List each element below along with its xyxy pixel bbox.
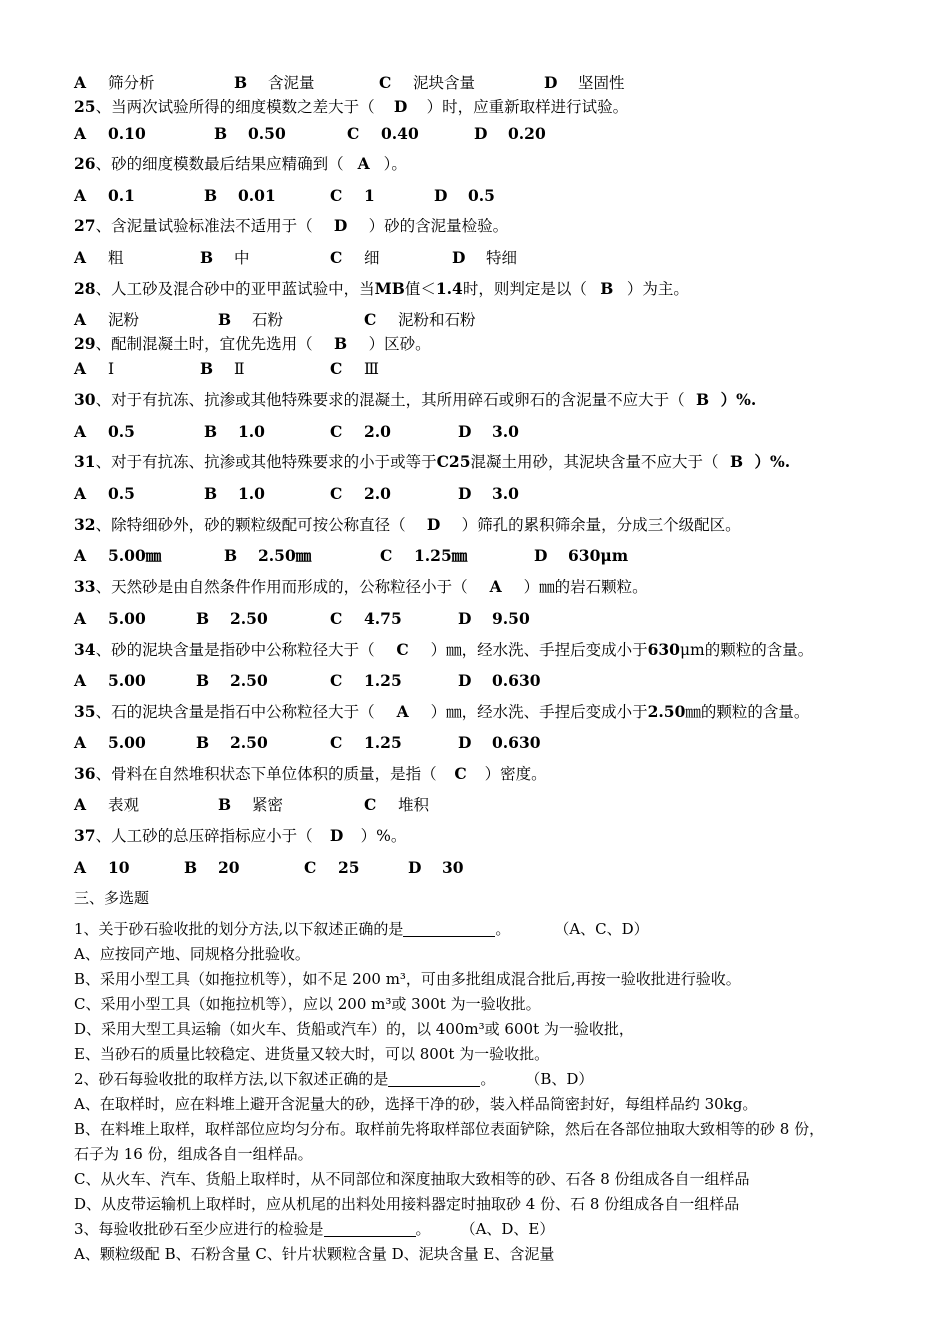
question-text-end: ）%。 xyxy=(360,827,407,845)
option-letter: D xyxy=(458,609,472,628)
option-text: 5.00 xyxy=(108,733,146,752)
option-text: 石粉 xyxy=(252,311,284,329)
option-letter: C xyxy=(364,795,377,814)
option-text: 5.00 xyxy=(108,671,146,690)
question-25 xyxy=(74,97,628,117)
option-text: 0.10 xyxy=(108,124,146,143)
multi-option: A、在取样时，应在料堆上避开含泥量大的砂，选择干净的砂，装入样品筒密封好，每组样品约 30kg。 xyxy=(74,1095,758,1113)
option-letter: C xyxy=(330,186,343,205)
option-text: 1.25 xyxy=(364,671,402,690)
question-35 xyxy=(74,702,809,722)
question-30 xyxy=(74,390,756,410)
option-letter: C xyxy=(304,858,317,877)
question-text-grade: C25 xyxy=(436,452,471,471)
option-letter: C xyxy=(347,124,360,143)
question-text: 、当两次试验所得的细度模数之差大于（ xyxy=(95,98,375,116)
question-text-end: ）㎜的岩石颗粒。 xyxy=(523,578,648,596)
question-text: 、配制混凝土时，宜优先选用（ xyxy=(95,335,313,353)
answer: （B、D） xyxy=(525,1070,594,1088)
question-number: 32 xyxy=(74,515,96,534)
question-29 xyxy=(74,334,431,354)
multi-option: A、应按同产地、同规格分批验收。 xyxy=(74,945,310,963)
question-text-mid: ）㎜，经水洗、手捏后变成小于 xyxy=(430,641,648,659)
question-text-value: 630 xyxy=(647,640,680,659)
option-letter: C xyxy=(330,422,343,441)
question-text-value: 1.4 xyxy=(435,279,463,298)
question-number: 26 xyxy=(74,154,96,173)
option-letter: C xyxy=(380,546,393,565)
multi-option: A、颗粒级配 B、石粉含量 C、针片状颗粒含量 D、泥块含量 E、含泥量 xyxy=(74,1245,555,1263)
question-36 xyxy=(74,764,547,784)
option-letter: B xyxy=(204,186,218,205)
option-text: 坚固性 xyxy=(578,74,625,92)
question-number: 31 xyxy=(74,452,96,471)
option-text: 1.25 xyxy=(364,733,402,752)
option-letter: A xyxy=(74,124,87,143)
option-letter: A xyxy=(74,248,87,267)
option-text: 25 xyxy=(338,858,360,877)
question-text-2: 时，则判定是以（ xyxy=(462,280,587,298)
question-text-end: ）密度。 xyxy=(484,765,547,783)
option-text: 0.630 xyxy=(492,733,541,752)
option-text: 0.1 xyxy=(108,186,135,205)
option-letter: A xyxy=(74,858,87,877)
multi-option: D、从皮带运输机上取样时，应从机尾的出料处用接料器定时抽取砂 4 份、石 8 份组成各自一组样品 xyxy=(74,1195,740,1213)
answer-blank xyxy=(324,1220,416,1237)
question-text: 、人工砂及混合砂中的亚甲蓝试验中，当 xyxy=(95,280,375,298)
option-text: 泥块含量 xyxy=(413,74,476,92)
option-text: 10 xyxy=(108,858,130,877)
option-letter: B xyxy=(234,73,248,92)
question-text: 、人工砂的总压碎指标应小于（ xyxy=(95,827,313,845)
question-text-mb: MB xyxy=(374,279,405,298)
option-letter: A xyxy=(74,546,87,565)
answer: B xyxy=(334,334,348,353)
multi-question-3 xyxy=(74,1219,554,1239)
question-28 xyxy=(74,279,689,299)
multi-option: C、采用小型工具（如拖拉机等），应以 200 m³或 300t 为一验收批。 xyxy=(74,995,541,1013)
option-letter: A xyxy=(74,310,87,329)
option-letter: D xyxy=(434,186,448,205)
question-text: 、除特细砂外，砂的颗粒级配可按公称直径（ xyxy=(95,516,406,534)
question-text-end: ）。 xyxy=(383,155,407,173)
option-letter: C xyxy=(379,73,392,92)
option-letter: A xyxy=(74,795,87,814)
multi-option: B、在料堆上取样，取样部位应均匀分布。取样前先将取样部位表面铲除，然后在各部位抽取大致相等的砂 8 份， xyxy=(74,1120,825,1138)
question-33 xyxy=(74,577,648,597)
question-text-end: ）%. xyxy=(754,452,791,471)
answer: B xyxy=(600,279,614,298)
answer: （A、D、E） xyxy=(460,1220,555,1238)
question-text-2: 混凝土用砂，其泥块含量不应大于（ xyxy=(470,453,719,471)
option-text: 5.00㎜ xyxy=(108,546,162,565)
question-number: 27 xyxy=(74,216,96,235)
option-text: 4.75 xyxy=(364,609,402,628)
question-number: 36 xyxy=(74,764,96,783)
question-text: 、对于有抗冻、抗渗或其他特殊要求的混凝土，其所用碎石或卵石的含泥量不应大于（ xyxy=(95,391,685,409)
multi-option: B、采用小型工具（如拖拉机等），如不足 200 m³，可由多批组成混合批后,再按一验收批进行验收。 xyxy=(74,970,741,988)
question-number: 33 xyxy=(74,577,96,596)
option-letter: B xyxy=(196,609,210,628)
option-text: 9.50 xyxy=(492,609,530,628)
option-letter: B xyxy=(218,795,232,814)
answer: D xyxy=(329,826,344,845)
question-text: 1、关于砂石验收批的划分方法,以下叙述正确的是 xyxy=(74,920,404,938)
option-text: Ⅱ xyxy=(234,360,245,378)
option-letter: A xyxy=(74,73,87,92)
option-letter: B xyxy=(204,422,218,441)
answer-blank xyxy=(403,920,495,937)
question-26 xyxy=(74,154,407,174)
option-letter: A xyxy=(74,422,87,441)
option-letter: C xyxy=(330,671,343,690)
option-letter: C xyxy=(364,310,377,329)
option-text: 0.40 xyxy=(381,124,419,143)
option-text: 含泥量 xyxy=(268,74,315,92)
question-number: 37 xyxy=(74,826,96,845)
option-letter: D xyxy=(474,124,488,143)
question-end: 。 xyxy=(495,920,511,938)
option-letter: A xyxy=(74,186,87,205)
option-letter: B xyxy=(184,858,198,877)
question-number: 34 xyxy=(74,640,96,659)
option-letter: A xyxy=(74,359,87,378)
option-letter: D xyxy=(408,858,422,877)
option-text: 0.5 xyxy=(108,484,135,503)
question-number: 28 xyxy=(74,279,96,298)
option-text: 20 xyxy=(218,858,240,877)
question-text: 、天然砂是由自然条件作用而形成的，公称粒径小于（ xyxy=(95,578,468,596)
option-letter: B xyxy=(200,248,214,267)
question-text-end: ）区砂。 xyxy=(368,335,431,353)
option-text: 2.0 xyxy=(364,484,391,503)
option-letter: D xyxy=(458,422,472,441)
question-text-end: ）%. xyxy=(720,390,757,409)
option-letter: D xyxy=(458,671,472,690)
option-text: 0.50 xyxy=(248,124,286,143)
option-letter: D xyxy=(458,484,472,503)
question-text: 、砂的泥块含量是指砂中公称粒径大于（ xyxy=(95,641,375,659)
option-text: 2.50 xyxy=(230,671,268,690)
option-letter: D xyxy=(544,73,558,92)
option-letter: B xyxy=(200,359,214,378)
option-letter: C xyxy=(330,609,343,628)
option-text: 2.50 xyxy=(230,609,268,628)
answer: D xyxy=(393,97,408,116)
option-letter: C xyxy=(330,248,343,267)
question-text: 、砂的细度模数最后结果应精确到（ xyxy=(95,155,344,173)
answer: A xyxy=(396,702,409,721)
answer: A xyxy=(357,154,370,173)
option-text: 粗 xyxy=(108,249,124,267)
option-letter: C xyxy=(330,484,343,503)
question-34 xyxy=(74,640,813,660)
multi-option: D、采用大型工具运输（如火车、货船或汽车）的，以 400m³或 600t 为一验收批， xyxy=(74,1020,634,1038)
answer: B xyxy=(729,452,744,471)
question-text-end: ㎜的颗粒的含量。 xyxy=(685,703,810,721)
question-text-end: ）筛孔的累积筛余量，分成三个级配区。 xyxy=(461,516,741,534)
multi-option: C、从火车、汽车、货船上取样时，从不同部位和深度抽取大致相等的砂、石各 8 份组成各自一组样品 xyxy=(74,1170,750,1188)
question-number: 29 xyxy=(74,334,96,353)
option-letter: B xyxy=(214,124,228,143)
question-32 xyxy=(74,515,741,535)
option-text: 3.0 xyxy=(492,422,519,441)
option-text: 1.0 xyxy=(238,422,265,441)
answer: C xyxy=(454,764,467,783)
multi-question-1 xyxy=(74,919,649,939)
option-text: 2.50㎜ xyxy=(258,546,312,565)
question-text-mid: ）㎜，经水洗、手捏后变成小于 xyxy=(430,703,648,721)
option-text: 630μm xyxy=(568,546,629,565)
option-letter: B xyxy=(218,310,232,329)
multi-option: 石子为 16 份，组成各自一组样品。 xyxy=(74,1145,313,1163)
answer: D xyxy=(333,216,348,235)
option-text: 泥粉和石粉 xyxy=(398,311,476,329)
answer: A xyxy=(489,577,502,596)
question-end: 。 xyxy=(480,1070,496,1088)
option-text: 1.25㎜ xyxy=(414,546,468,565)
option-text: 筛分析 xyxy=(108,74,155,92)
option-text: 0.630 xyxy=(492,671,541,690)
question-number: 30 xyxy=(74,390,96,409)
question-text: 3、每验收批砂石至少应进行的检验是 xyxy=(74,1220,324,1238)
option-text: 2.50 xyxy=(230,733,268,752)
option-text: 特细 xyxy=(486,249,518,267)
option-text: 堆积 xyxy=(398,796,430,814)
question-number: 25 xyxy=(74,97,96,116)
option-text: 中 xyxy=(234,249,250,267)
option-text: 1.0 xyxy=(238,484,265,503)
question-text: 、石的泥块含量是指石中公称粒径大于（ xyxy=(95,703,375,721)
option-letter: C xyxy=(330,359,343,378)
question-text-end: ）时，应重新取样进行试验。 xyxy=(426,98,629,116)
section-title: 三、多选题 xyxy=(74,889,150,907)
question-text-end: μm的颗粒的含量。 xyxy=(679,641,814,659)
answer: （A、C、D） xyxy=(554,920,649,938)
question-number: 35 xyxy=(74,702,96,721)
question-text: 2、砂石每验收批的取样方法,以下叙述正确的是 xyxy=(74,1070,389,1088)
option-letter: B xyxy=(196,733,210,752)
option-letter: C xyxy=(330,733,343,752)
question-text-end: ）为主。 xyxy=(626,280,689,298)
option-letter: B xyxy=(224,546,238,565)
option-text: 泥粉 xyxy=(108,311,140,329)
option-letter: D xyxy=(534,546,548,565)
option-text: 5.00 xyxy=(108,609,146,628)
answer: B xyxy=(696,390,710,409)
question-text: 、含泥量试验标准法不适用于（ xyxy=(95,217,313,235)
option-text: 0.01 xyxy=(238,186,276,205)
option-text: 紧密 xyxy=(252,796,284,814)
answer: D xyxy=(426,515,441,534)
question-end: 。 xyxy=(415,1220,431,1238)
question-text: 、骨料在自然堆积状态下单位体积的质量，是指（ xyxy=(95,765,437,783)
option-text: 1 xyxy=(364,186,375,205)
question-text-mid: 值＜ xyxy=(404,280,436,298)
option-text: 30 xyxy=(442,858,464,877)
question-text-end: ）砂的含泥量检验。 xyxy=(368,217,509,235)
option-letter: B xyxy=(196,671,210,690)
option-letter: A xyxy=(74,671,87,690)
option-letter: A xyxy=(74,733,87,752)
option-letter: B xyxy=(204,484,218,503)
option-text: 表观 xyxy=(108,796,140,814)
multi-option: E、当砂石的质量比较稳定、进货量又较大时，可以 800t 为一验收批。 xyxy=(74,1045,550,1063)
option-text: 3.0 xyxy=(492,484,519,503)
option-letter: A xyxy=(74,484,87,503)
option-letter: A xyxy=(74,609,87,628)
question-31 xyxy=(74,452,790,472)
question-37 xyxy=(74,826,406,846)
answer-blank xyxy=(388,1070,480,1087)
answer: C xyxy=(396,640,409,659)
option-text: 0.5 xyxy=(108,422,135,441)
option-text: Ⅰ xyxy=(108,360,115,378)
option-text: 2.0 xyxy=(364,422,391,441)
option-text: 0.20 xyxy=(508,124,546,143)
question-text: 、对于有抗冻、抗渗或其他特殊要求的小于或等于 xyxy=(95,453,437,471)
option-text: 细 xyxy=(364,249,380,267)
question-text-value: 2.50 xyxy=(647,702,686,721)
multi-question-2 xyxy=(74,1069,593,1089)
option-text: 0.5 xyxy=(468,186,495,205)
option-text: Ⅲ xyxy=(364,360,379,378)
option-letter: D xyxy=(458,733,472,752)
question-27 xyxy=(74,216,508,236)
option-letter: D xyxy=(452,248,466,267)
